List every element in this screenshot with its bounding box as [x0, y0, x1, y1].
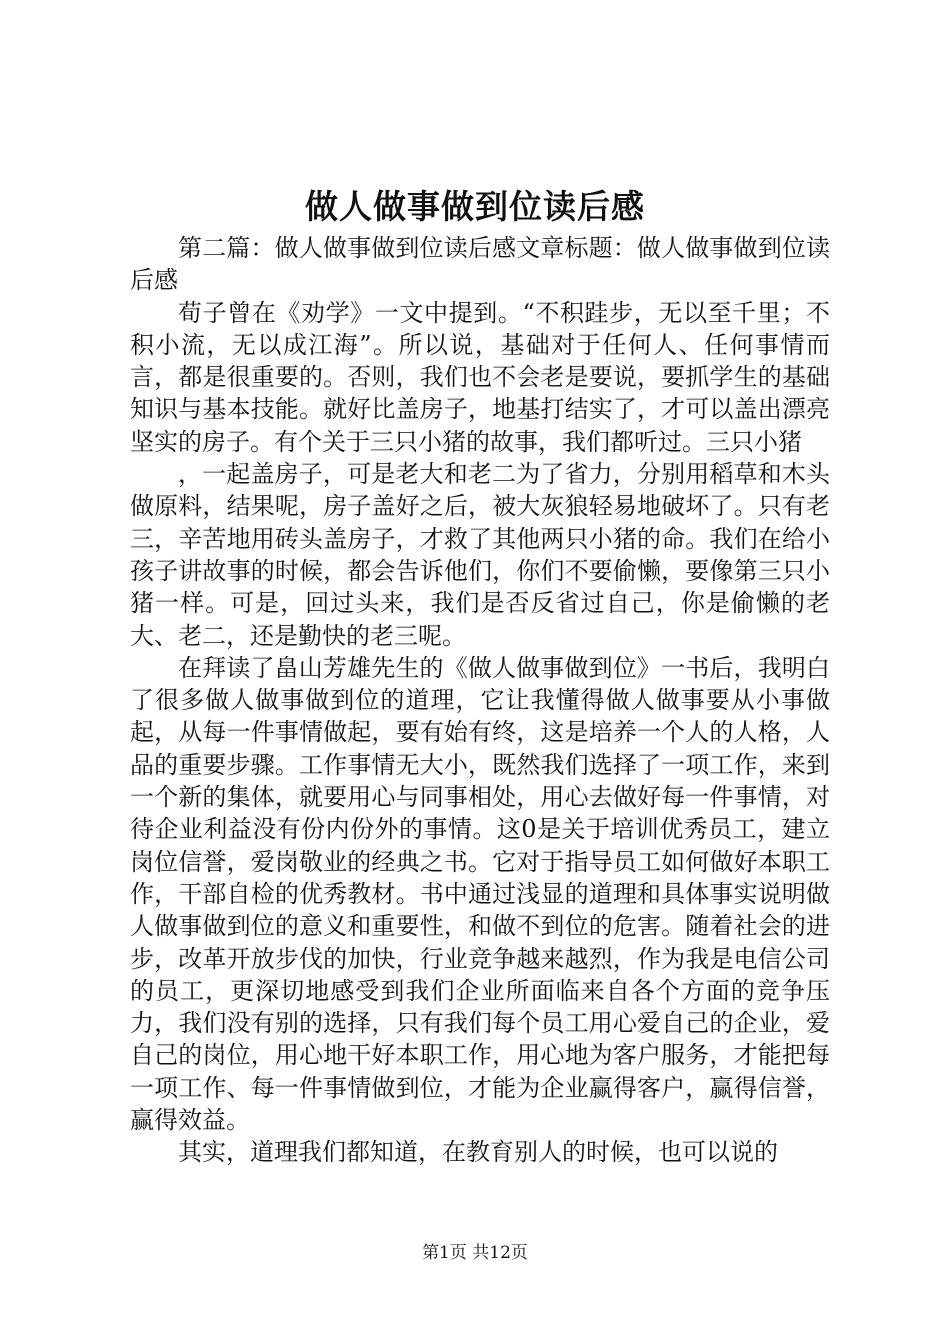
paragraph-3: ，一起盖房子，可是老大和老二为了省力，分别用稻草和木头做原料，结果呢，房子盖好之后，被大灰狼轻易地破坏了。只有老三，辛苦地用砖头盖房子，才救了其他两只小猪的命。我们在给小孩子讲故事的时候，都会告诉他们，你们不要偷懒，要像第三只小猪一样。可是，回过头来，我们是否反省过自己，你是偷懒的老大、老二，还是勤快的老三呢。: [130, 460, 830, 650]
paragraph-1: 第二篇：做人做事做到位读后感文章标题：做人做事做到位读后感: [130, 234, 830, 295]
paragraph-4: 在拜读了畠山芳雄先生的《做人做事做到位》一书后，我明白了很多做人做事做到位的道理，它让我懂得做人做事要从小事做起，从每一件事情做起，要有始有终，这是培养一个人的人格，人品的重要步骤。工作事情无大小，既然我们选择了一项工作，来到一个新的集体，就要用心与同事相处，用心去做好每一件事情，对待企业利益没有份内份外的事情。这0是关于培训优秀员工，建立岗位信誉，爱岗敬业的经典之书。它对于指导员工如何做好本职工作，干部自检的优秀教材。书中通过浅显的道理和具体事实说明做人做事做到位的意义和重要性，和做不到位的危害。随着社会的进步，改革开放步伐的加快，行业竞争越来越烈，作为我是电信公司的员工，更深切地感受到我们企业所面临来自各个方面的竞争压力，我们没有别的选择，只有我们每个员工用心爱自己的企业，爱自己的岗位，用心地干好本职工作，用心地为客户服务，才能把每一项工作、每一件事情做到位，才能为企业赢得客户，赢得信誉，赢得效益。: [130, 653, 830, 1135]
paragraph-5: 其实，道理我们都知道，在教育别人的时候，也可以说的: [178, 1138, 778, 1167]
page-number-footer: 第1页 共12页: [422, 1243, 528, 1263]
document-title: 做人做事做到位读后感: [305, 187, 645, 226]
paragraph-2: 荀子曾在《劝学》一文中提到。“不积跬步，无以至千里；不积小流，无以成江海”。所以说，基础对于任何人、任何事情而言，都是很重要的。否则，我们也不会老是要说，要抓学生的基础知识与基本技能。就好比盖房子，地基打结实了，才可以盖出漂亮坚实的房子。有个关于三只小猪的故事，我们都听过。三只小猪: [130, 298, 830, 456]
document-body: [130, 232, 830, 1169]
